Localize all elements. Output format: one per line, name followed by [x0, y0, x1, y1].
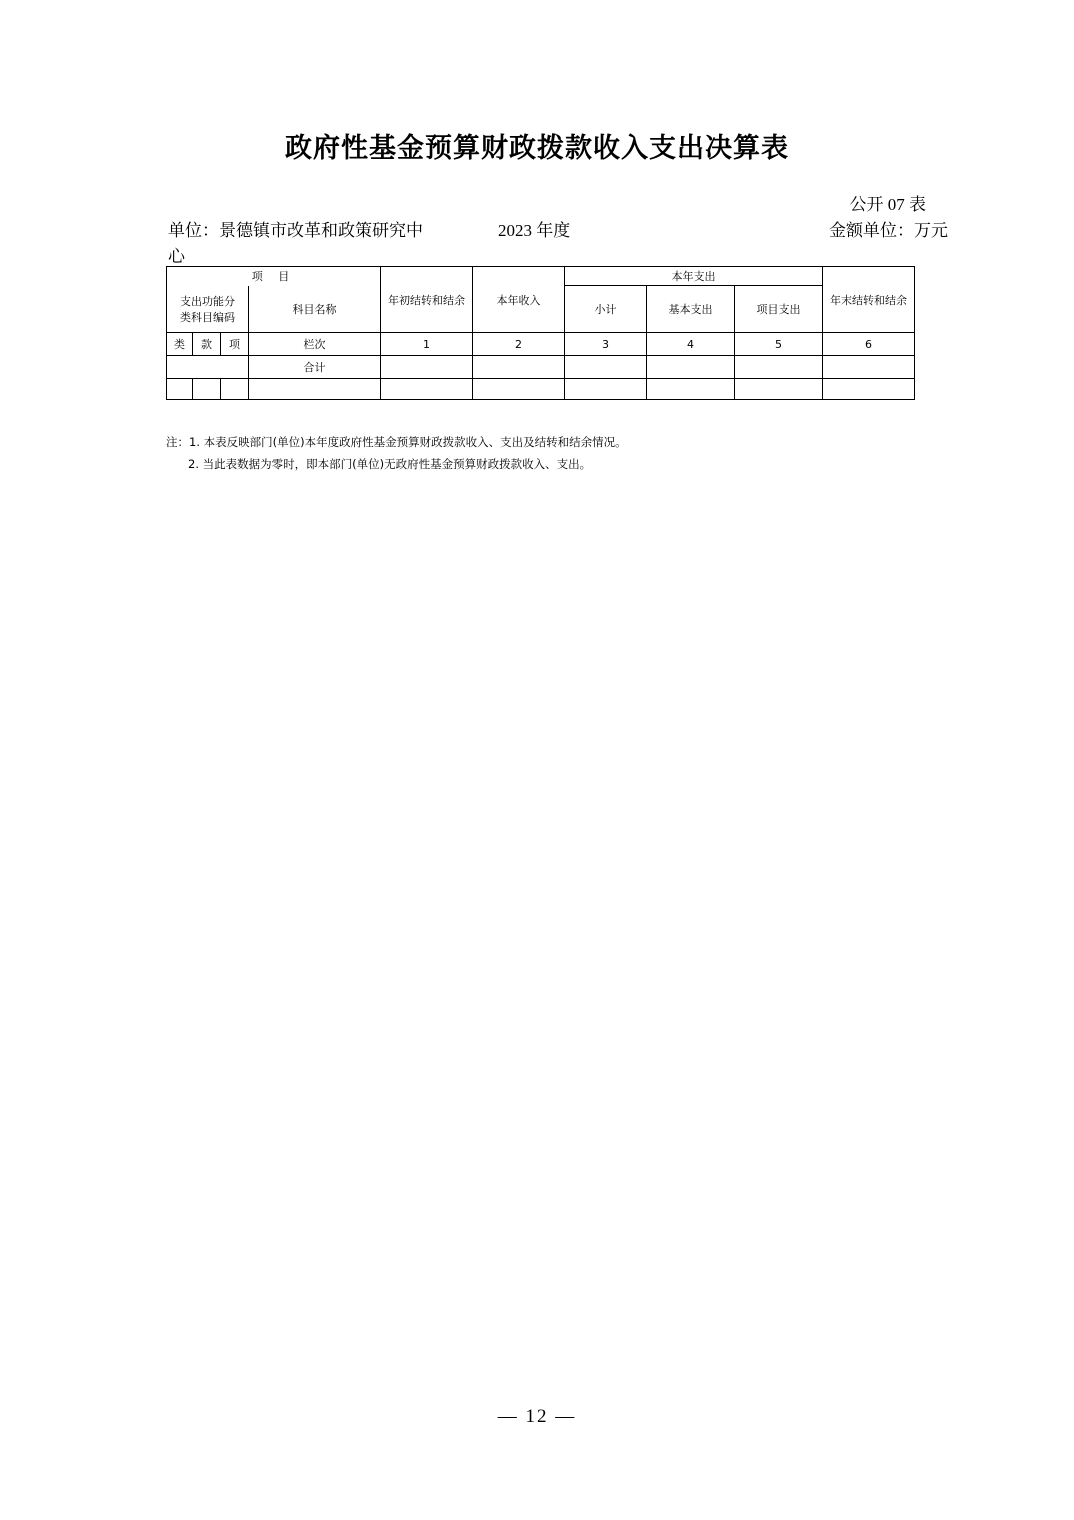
total-row-value-6 [823, 356, 915, 379]
column-number-5: 5 [735, 333, 823, 356]
blank-row-value-6 [823, 379, 915, 400]
header-basic-expense: 基本支出 [647, 286, 735, 333]
total-row-label: 合计 [249, 356, 381, 379]
blank-row-value-4 [647, 379, 735, 400]
header-functional-code: 支出功能分 类科目编码 [167, 286, 249, 333]
header-begin-balance: 年初结转和结余 [381, 267, 473, 333]
blank-row-value-1 [381, 379, 473, 400]
form-code: 公开 07 表 [849, 195, 926, 214]
header-year-income: 本年收入 [473, 267, 565, 333]
header-year-expense-group: 本年支出 [565, 267, 823, 286]
header-subject-name: 科目名称 [249, 286, 381, 333]
blank-row-xiang [221, 379, 249, 400]
blank-row-value-2 [473, 379, 565, 400]
column-number-3: 3 [565, 333, 647, 356]
total-row-value-2 [473, 356, 565, 379]
blank-row-value-5 [735, 379, 823, 400]
header-project-expense: 项目支出 [735, 286, 823, 333]
page-title: 政府性基金预算财政拨款收入支出决算表 [285, 133, 789, 164]
total-row-value-3 [565, 356, 647, 379]
table-row [167, 356, 915, 379]
document-meta [168, 216, 948, 266]
column-row-label: 栏次 [249, 333, 381, 356]
header-item-group: 项 目 [167, 267, 381, 286]
blank-row-subject [249, 379, 381, 400]
amount-unit: 金额单位：万元 [829, 221, 948, 240]
fiscal-year: 2023 年度 [498, 221, 571, 240]
header-class-xiang: 项 [221, 333, 249, 356]
unit-name-continued: 心 [168, 247, 185, 266]
blank-row-kuan [193, 379, 221, 400]
column-number-6: 6 [823, 333, 915, 356]
total-row-class [167, 356, 249, 379]
total-row-value-5 [735, 356, 823, 379]
column-number-row [167, 333, 915, 356]
note-line-2: 2. 当此表数据为零时，即本部门(单位)无政府性基金预算财政拨款收入、支出。 [188, 456, 592, 471]
budget-table [166, 266, 915, 400]
header-class-lei: 类 [167, 333, 193, 356]
total-row-value-4 [647, 356, 735, 379]
table-notes [166, 432, 926, 476]
column-number-2: 2 [473, 333, 565, 356]
blank-row-lei [167, 379, 193, 400]
unit-label: 单位：景德镇市改革和政策研究中 [168, 221, 423, 240]
blank-row-value-3 [565, 379, 647, 400]
page-number: — 12 — [497, 1406, 577, 1427]
note-line-1: 注：1. 本表反映部门(单位)本年度政府性基金预算财政拨款收入、支出及结转和结余情况。 [166, 435, 627, 449]
column-number-1: 1 [381, 333, 473, 356]
total-row-value-1 [381, 356, 473, 379]
header-class-kuan: 款 [193, 333, 221, 356]
header-end-balance: 年末结转和结余 [823, 267, 915, 333]
table-header-row-1 [167, 267, 915, 286]
column-number-4: 4 [647, 333, 735, 356]
table-row [167, 379, 915, 400]
header-subtotal: 小计 [565, 286, 647, 333]
